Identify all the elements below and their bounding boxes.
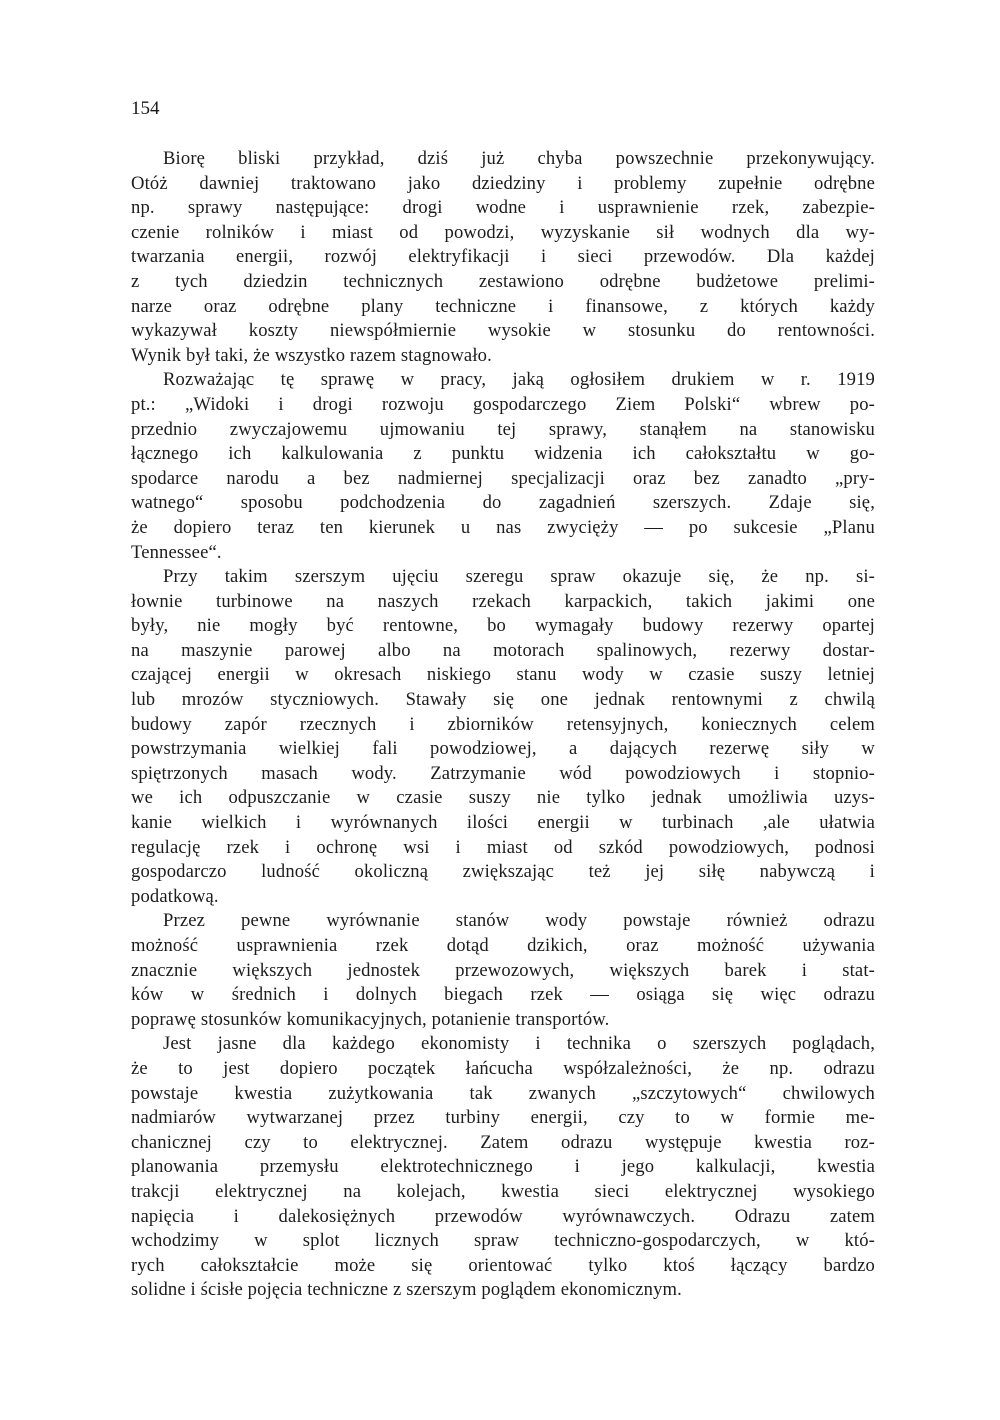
body-text <box>131 147 875 1303</box>
text-line: Przy takim szerszym ujęciu szeregu spraw okazuje się, że np. si- <box>163 566 875 588</box>
text-line: regulację rzek i ochronę wsi i miast od szkód powodziowych, podnosi <box>131 836 875 858</box>
text-line: wchodzimy w splot licznych spraw techniczno-gospodarczych, w któ- <box>131 1230 875 1252</box>
page-number: 154 <box>131 98 160 119</box>
text-line: we ich odpuszczanie w czasie suszy nie tylko jednak umożliwia uzys- <box>131 787 875 809</box>
text-line: czenie rolników i miast od powodzi, wyzyskanie sił wodnych dla wy- <box>131 221 875 243</box>
text-line: wykazywał koszty niewspółmiernie wysokie w stosunku do rentowności. <box>131 320 875 342</box>
text-line: że dopiero teraz ten kierunek u nas zwycięży — po sukcesie „Planu <box>131 516 875 538</box>
text-line: napięcia i dalekosiężnych przewodów wyrównawczych. Odrazu zatem <box>131 1205 875 1227</box>
text-line: ków w średnich i dolnych biegach rzek — osiąga się więc odrazu <box>131 984 875 1006</box>
text-line: poprawę stosunków komunikacyjnych, potanienie transportów. <box>131 1008 610 1030</box>
text-line: kanie wielkich i wyrównanych ilości energii w turbinach ,ale ułatwia <box>131 812 875 834</box>
text-line: gospodarczo ludność okoliczną zwiększając też jej siłę nabywczą i <box>131 861 875 883</box>
text-line: Tennessee“. <box>131 541 222 563</box>
text-line: z tych dziedzin technicznych zestawiono odrębne budżetowe prelimi- <box>131 270 875 292</box>
text-line: trakcji elektrycznej na kolejach, kwestia sieci elektrycznej wysokiego <box>131 1180 875 1202</box>
text-line: były, nie mogły być rentowne, bo wymagały budowy rezerwy opartej <box>131 615 875 637</box>
text-line: Rozważając tę sprawę w pracy, jaką ogłosiłem drukiem w r. 1919 <box>163 369 875 391</box>
text-line: czającej energii w okresach niskiego stanu wody w czasie suszy letniej <box>131 664 875 686</box>
text-line: narze oraz odrębne plany techniczne i finansowe, z których każdy <box>131 295 875 317</box>
text-line: planowania przemysłu elektrotechnicznego i jego kalkulacji, kwestia <box>131 1156 875 1178</box>
text-line: nadmiarów wytwarzanej przez turbiny energii, czy to w formie me- <box>131 1107 875 1129</box>
text-line: podatkową. <box>131 885 219 907</box>
text-line: Przez pewne wyrównanie stanów wody powstaje również odrazu <box>163 910 875 932</box>
text-line: łownie turbinowe na naszych rzekach karpackich, takich jakimi one <box>131 590 875 612</box>
paragraph <box>131 368 875 565</box>
text-line: łącznego ich kalkulowania z punktu widzenia ich całokształtu w go- <box>131 443 875 465</box>
text-line: chanicznej czy to elektrycznej. Zatem odrazu występuje kwestia roz- <box>131 1131 875 1153</box>
text-line: powstaje kwestia zużytkowania tak zwanych „szczytowych“ chwilowych <box>131 1082 875 1104</box>
text-line: lub mrozów styczniowych. Stawały się one jednak rentownymi z chwilą <box>131 689 875 711</box>
text-line: np. sprawy następujące: drogi wodne i usprawnienie rzek, zabezpie- <box>131 197 875 219</box>
paragraph <box>131 565 875 909</box>
text-line: przednio zwyczajowemu ujmowaniu tej sprawy, stanąłem na stanowisku <box>131 418 875 440</box>
text-line: budowy zapór rzecznych i zbiorników retensyjnych, koniecznych celem <box>131 713 875 735</box>
text-line: Biorę bliski przykład, dziś już chyba powszechnie przekonywujący. <box>163 148 875 169</box>
text-line: na maszynie parowej albo na motorach spalinowych, rezerwy dostar- <box>131 639 875 661</box>
text-line: powstrzymania wielkiej fali powodziowej, a dających rezerwę siły w <box>131 738 875 760</box>
text-line: twarzania energii, rozwój elektryfikacji i sieci przewodów. Dla każdej <box>131 246 875 268</box>
text-line: solidne i ścisłe pojęcia techniczne z szerszym poglądem ekonomicznym. <box>131 1279 682 1301</box>
text-line: możność usprawnienia rzek dotąd dzikich, oraz możność używania <box>131 935 875 956</box>
text-line: rych całokształcie może się orientować tylko ktoś łączący bardzo <box>131 1254 875 1276</box>
paragraph <box>131 147 875 368</box>
text-line: Otóż dawniej traktowano jako dziedziny i problemy zupełnie odrębne <box>131 172 875 194</box>
text-line: pt.: „Widoki i drogi rozwoju gospodarczego Ziem Polski“ wbrew po- <box>131 393 875 415</box>
text-line: znacznie większych jednostek przewozowych, większych barek i stat- <box>131 959 875 981</box>
text-line: spodarce narodu a bez nadmiernej specjalizacji oraz bez zanadto „pry- <box>131 467 875 489</box>
text-line: że to jest dopiero początek łańcucha współzależności, że np. odrazu <box>131 1057 875 1079</box>
text-line: Jest jasne dla każdego ekonomisty i technika o szerszych poglądach, <box>163 1033 875 1055</box>
text-line: Wynik był taki, że wszystko razem stagnowało. <box>131 344 492 366</box>
text-line: spiętrzonych masach wody. Zatrzymanie wód powodziowych i stopnio- <box>131 762 875 784</box>
paragraph <box>131 909 875 1032</box>
text-line: watnego“ sposobu podchodzenia do zagadnień szerszych. Zdaje się, <box>131 492 875 514</box>
paragraph <box>131 1032 875 1303</box>
